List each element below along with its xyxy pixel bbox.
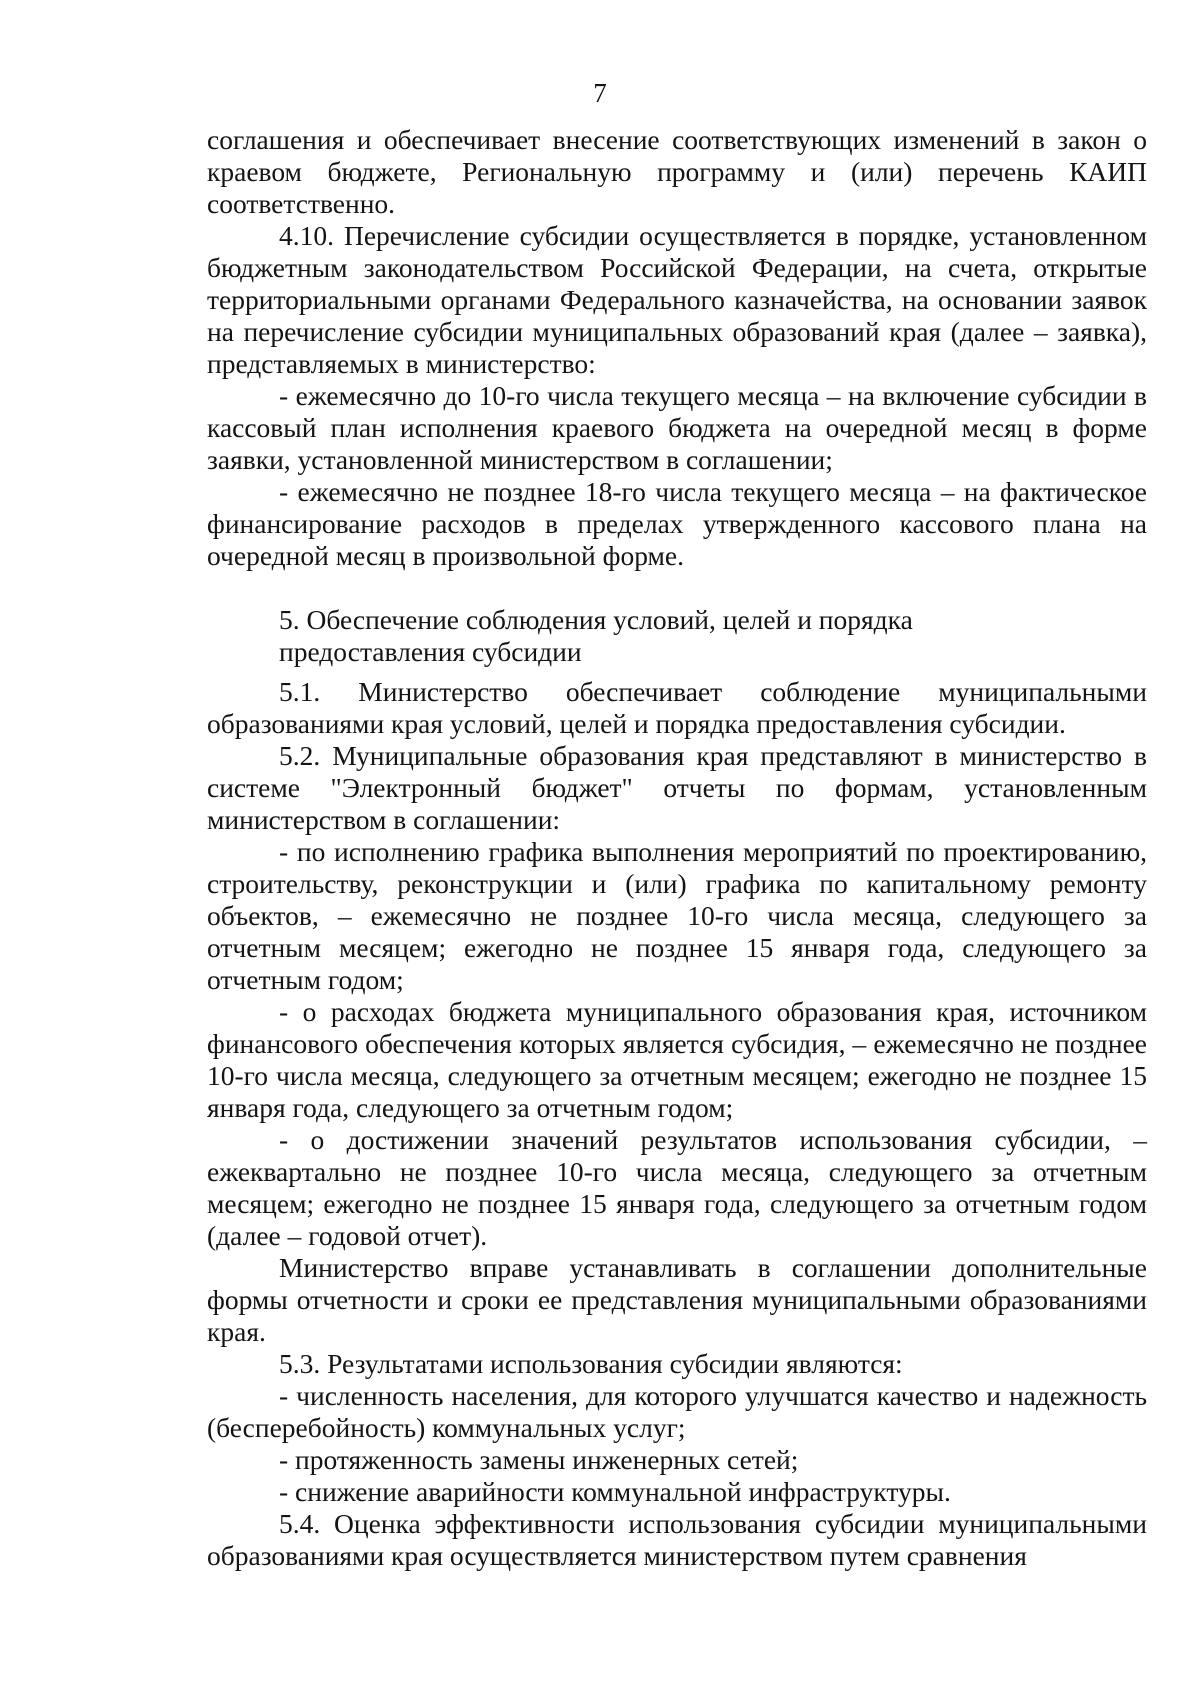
document-body	[207, 124, 1147, 1572]
list-item-monthly-10th: - ежемесячно до 10-го числа текущего месяца – на включение субсидии в кассовый план исполнения краевого бюджета на очередной месяц в форме заявки, установленной министерством в соглашении;	[207, 380, 1147, 475]
paragraph-5-3: 5.3. Результатами использования субсидии являются:	[279, 1348, 903, 1379]
list-item-networks-length: - протяженность замены инженерных сетей;	[279, 1444, 799, 1475]
paragraph-4-10: 4.10. Перечисление субсидии осуществляется в порядке, установленном бюджетным законодательством Российской Федерации, на счета, открытые территориальными органами Федерального казначейства, на основании заявок на перечисление субсидии муниципальных образований края (далее – заявка), представляемых в министерство:	[207, 220, 1147, 379]
list-item-accident-reduction: - снижение аварийности коммунальной инфраструктуры.	[279, 1476, 951, 1507]
list-item-schedule-report: - по исполнению графика выполнения мероприятий по проектированию, строительству, реконструкции и (или) графика по капитальному ремонту объектов, – ежемесячно не позднее 10-го числа месяца, следующего за отчетным месяцем; ежегодно не позднее 15 января года, следующего за отчетным годом;	[207, 836, 1147, 995]
section-5-heading: 5. Обеспечение соблюдения условий, целей и порядка предоставления субсидии	[279, 604, 913, 667]
list-item-monthly-18th: - ежемесячно не позднее 18-го числа текущего месяца – на фактическое финансирование расходов в пределах утвержденного кассового плана на очередной месяц в произвольной форме.	[207, 476, 1147, 571]
paragraph-5-1: 5.1. Министерство обеспечивает соблюдение муниципальными образованиями края условий, целей и порядка предоставления субсидии.	[207, 676, 1147, 739]
list-item-population: - численность населения, для которого улучшатся качество и надежность (бесперебойность) коммунальных услуг;	[207, 1380, 1147, 1443]
paragraph-additional-forms: Министерство вправе устанавливать в соглашении дополнительные формы отчетности и сроки ее представления муниципальными образованиями края.	[207, 1252, 1147, 1347]
paragraph-5-2: 5.2. Муниципальные образования края представляют в министерство в системе "Электронный бюджет" отчеты по формам, установленным министерством в соглашении:	[207, 740, 1147, 835]
list-item-expenses-report: - о расходах бюджета муниципального образования края, источником финансового обеспечения которых является субсидия, – ежемесячно не позднее 10-го числа месяца, следующего за отчетным месяцем; ежегодно не позднее 15 января года, следующего за отчетным годом;	[207, 996, 1147, 1123]
paragraph-continuation: соглашения и обеспечивает внесение соответствующих изменений в закон о краевом бюджете, Региональную программу и (или) перечень КАИП соответственно.	[207, 124, 1147, 219]
paragraph-5-4: 5.4. Оценка эффективности использования субсидии муниципальными образованиями края осуществляется министерством путем сравнения	[207, 1508, 1147, 1571]
page-number: 7	[593, 78, 607, 108]
list-item-results-report: - о достижении значений результатов использования субсидии, – ежеквартально не позднее 10-го числа месяца, следующего за отчетным месяцем; ежегодно не позднее 15 января года, следующего за отчетным годом (далее – годовой отчет).	[207, 1124, 1147, 1251]
